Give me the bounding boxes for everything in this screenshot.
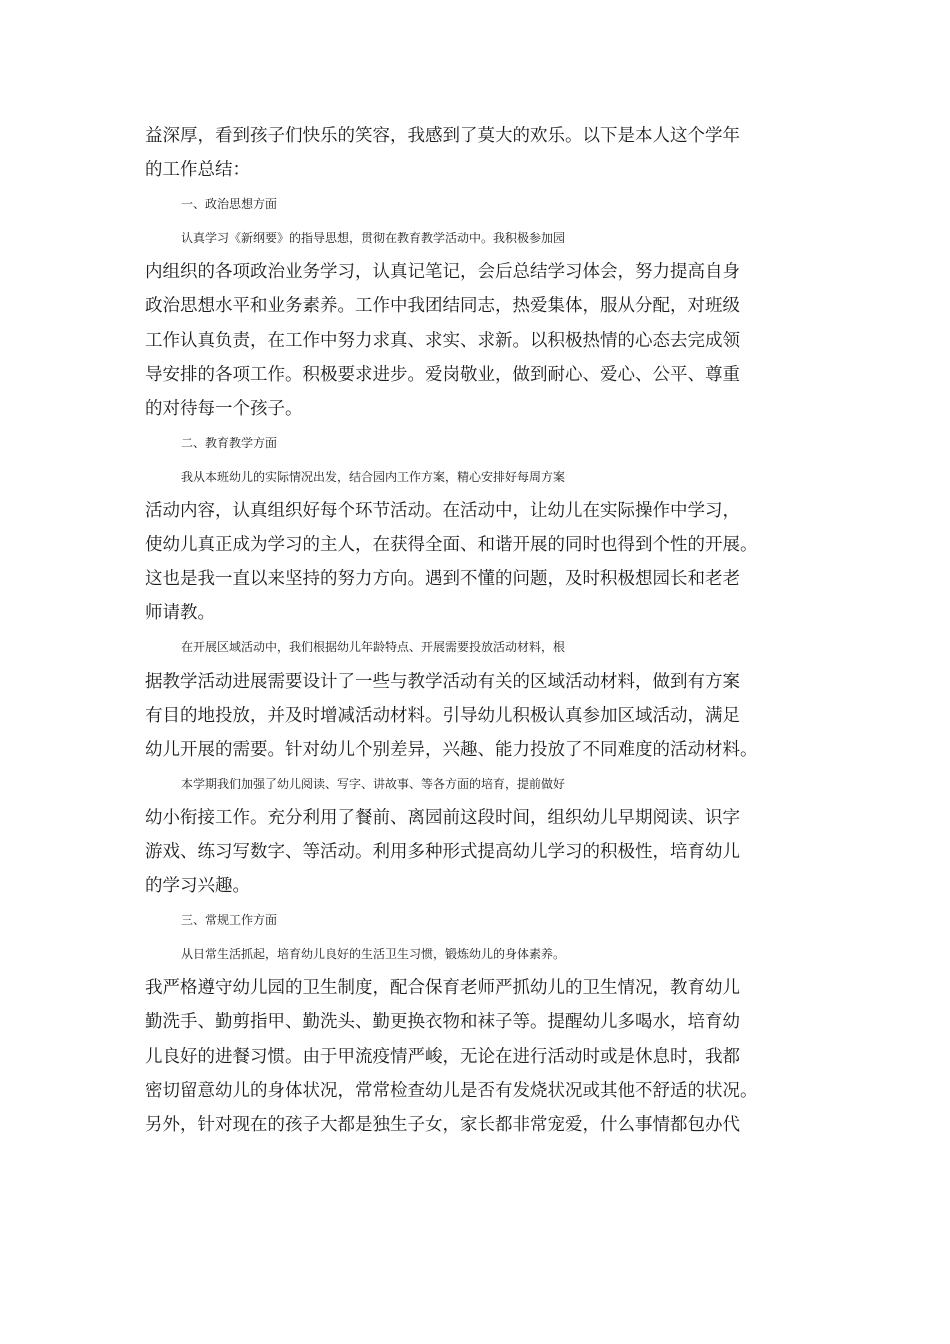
text-line: 的学习兴趣。: [145, 876, 250, 897]
text-line: 益深厚，看到孩子们快乐的笑容，我感到了莫大的欢乐。以下是本人这个学年: [145, 126, 740, 146]
text-line: 儿良好的进餐习惯。由于甲流疫情严峻，无论在进行活动时或是休息时，我都: [145, 1046, 740, 1067]
text-line: 内组织的各项政治业务学习，认真记笔记，会后总结学习体会，努力提高自身: [145, 262, 740, 283]
text-line: 我从本班幼儿的实际情况出发，结合园内工作方案，精心安排好每周方案: [181, 469, 566, 484]
text-line: 我严格遵守幼儿园的卫生制度，配合保育老师严抓幼儿的卫生情况，教育幼儿: [145, 978, 740, 999]
text-line: 的工作总结：: [145, 160, 250, 181]
text-line: 活动内容，认真组织好每个环节活动。在活动中，让幼儿在实际操作中学习，: [145, 501, 740, 522]
text-line: 的对待每一个孩子。: [145, 398, 303, 419]
text-line: 在开展区域活动中，我们根据幼儿年龄特点、开展需要投放活动材料，根: [181, 640, 566, 655]
text-line: 导安排的各项工作。积极要求进步。爱岗敬业，做到耐心、爱心、公平、尊重: [145, 364, 740, 385]
section-heading: 二、教育教学方面: [181, 435, 278, 450]
text-line: 另外，针对现在的孩子大都是独生子女，家长都非常宠爱，什么事情都包办代: [145, 1114, 740, 1135]
section-heading: 一、政治思想方面: [181, 197, 278, 212]
text-line: 密切留意幼儿的身体状况，常常检查幼儿是否有发烧状况或其他不舒适的状况。: [145, 1080, 758, 1101]
section-heading: 三、常规工作方面: [181, 913, 278, 928]
text-line: 师请教。: [145, 603, 215, 624]
text-line: 游戏、练习写数字、等活动。利用多种形式提高幼儿学习的积极性，培育幼儿: [145, 841, 740, 862]
document-body: [145, 119, 805, 1142]
text-line: 幼小衔接工作。充分利用了餐前、离园前这段时间，组织幼儿早期阅读、识字: [145, 807, 740, 828]
text-line: 使幼儿真正成为学习的主人，在获得全面、和谐开展的同时也得到个性的开展。: [145, 535, 758, 556]
text-line: 本学期我们加强了幼儿阅读、写字、讲故事、等各方面的培育，提前做好: [181, 776, 566, 791]
text-line: 幼儿开展的需要。针对幼儿个别差异，兴趣、能力投放了不同难度的活动材料。: [145, 739, 758, 760]
text-line: 从日常生活抓起，培育幼儿良好的生活卫生习惯，锻炼幼儿的身体素养。: [181, 947, 566, 962]
text-line: 有目的地投放，并及时增减活动材料。引导幼儿积极认真参加区域活动，满足: [145, 705, 740, 726]
text-line: 勤洗手、勤剪指甲、勤洗头、勤更换衣物和袜子等。提醒幼儿多喝水，培育幼: [145, 1012, 740, 1033]
text-line: 认真学习《新纲要》的指导思想，贯彻在教育教学活动中。我积极参加园: [181, 231, 566, 246]
text-line: 政治思想水平和业务素养。工作中我团结同志，热爱集体，服从分配，对班级: [145, 296, 740, 317]
text-line: 这也是我一直以来坚持的努力方向。遇到不懂的问题，及时积极想园长和老老: [145, 569, 740, 590]
text-line: 工作认真负责，在工作中努力求真、求实、求新。以积极热情的心态去完成领: [145, 330, 740, 351]
text-line: 据教学活动进展需要设计了一些与教学活动有关的区域活动材料，做到有方案: [145, 671, 740, 692]
